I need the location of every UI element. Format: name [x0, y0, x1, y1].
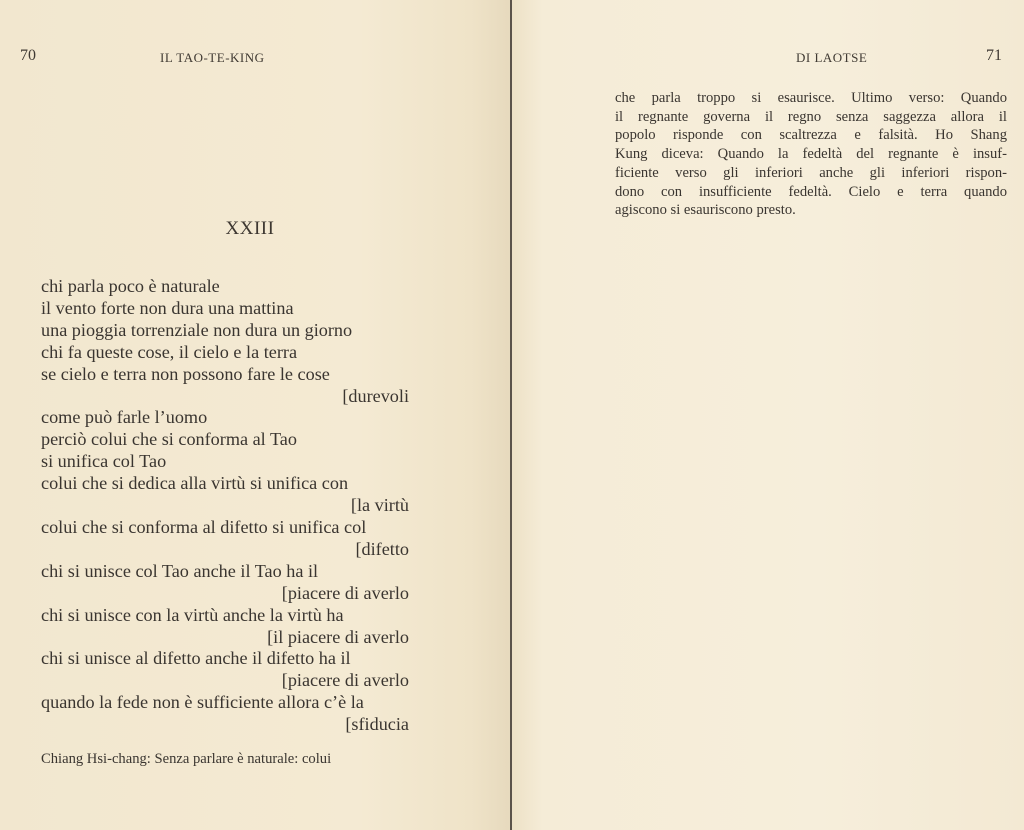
poem-line-continuation: [il piacere di averlo — [267, 626, 409, 647]
poem-line: colui che si dedica alla virtù si unifica con — [41, 473, 349, 494]
poem-line-continuation: [piacere di averlo — [281, 670, 409, 691]
commentary-line: Kung diceva: Quando la fedeltà del regnante è insuf- — [615, 146, 1007, 163]
commentary-line: ficiente verso gli inferiori anche gli inferiori rispon- — [615, 164, 1007, 181]
poem-line: come può farle l’uomo — [41, 407, 208, 428]
poem-line-continuation: [la virtù — [350, 495, 409, 516]
poem-line: chi fa queste cose, il cielo e la terra — [41, 341, 298, 362]
chapter-title: XXIII — [225, 218, 275, 239]
poem-line: il vento forte non dura una mattina — [41, 297, 294, 318]
poem-line-continuation: [difetto — [355, 538, 409, 559]
commentary-line: popolo risponde con scaltrezza e falsità. Ho Shang — [615, 127, 1007, 144]
poem-line: chi si unisce con la virtù anche la virtù ha — [41, 604, 344, 625]
commentary-right — [615, 89, 1007, 220]
commentary-left: Chiang Hsi-chang: Senza parlare è naturale: colui — [41, 751, 332, 767]
commentary-line: dono con insufficiente fedeltà. Cielo e terra quando — [615, 183, 1007, 200]
running-head-right: DI LAOTSE — [796, 50, 868, 65]
page-number-right: 71 — [986, 47, 1002, 64]
poem-line: chi si unisce al difetto anche il difetto ha il — [41, 648, 351, 669]
poem-line-continuation: [sfiducia — [345, 714, 409, 735]
poem-line: chi parla poco è naturale — [41, 276, 220, 296]
poem-line: colui che si conforma al difetto si unifica col — [41, 516, 367, 537]
commentary-line: il regnante governa il regno senza saggezza allora il — [615, 108, 1007, 125]
book-spine — [510, 0, 512, 830]
commentary-line: che parla troppo si esaurisce. Ultimo verso: Quando — [615, 90, 1007, 106]
poem-line-continuation: [piacere di averlo — [281, 582, 409, 603]
poem-line-continuation: [durevoli — [342, 385, 409, 406]
poem-line: se cielo e terra non possono fare le cose — [41, 363, 330, 384]
poem-line: chi si unisce col Tao anche il Tao ha il — [41, 560, 319, 581]
poem-line: una pioggia torrenziale non dura un giorno — [41, 319, 353, 340]
running-head-left: IL TAO-TE-KING — [160, 50, 265, 65]
poem — [41, 276, 409, 736]
poem-line: perciò colui che si conforma al Tao — [41, 429, 297, 450]
poem-line: quando la fede non è sufficiente allora c’è la — [41, 692, 364, 713]
page-number-left: 70 — [20, 47, 36, 64]
commentary-line: agiscono si esauriscono presto. — [615, 202, 796, 219]
poem-line: si unifica col Tao — [41, 451, 167, 472]
